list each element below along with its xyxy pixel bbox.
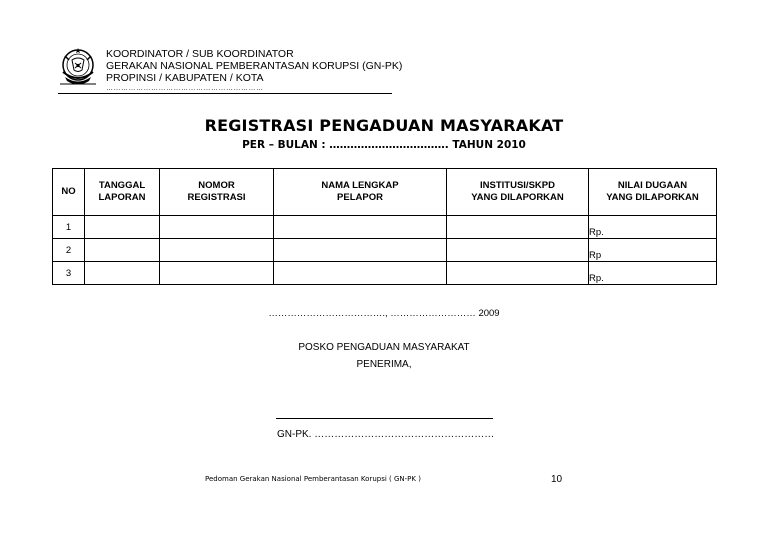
col-header-nomor: NOMOR REGISTRASI [160,169,274,216]
cell-nilai[interactable]: Rp. [589,216,717,239]
cell-nilai[interactable]: Rp. [589,262,717,285]
col-header-tanggal: TANGGAL LAPORAN [85,169,160,216]
cell-nama[interactable] [274,262,447,285]
cell-tanggal[interactable] [85,216,160,239]
table-header-row [53,169,717,216]
row-no: 1 [53,216,85,239]
table-row [53,239,717,262]
page-title: REGISTRASI PENGADUAN MASYARAKAT [204,116,564,135]
penerima-label: PENERIMA, [356,359,412,370]
org-line-3: PROPINSI / KABUPATEN / KOTA [106,72,264,84]
org-line-2: GERAKAN NASIONAL PEMBERANTASAN KORUPSI (GN-PK) [106,60,403,72]
signature-line [276,418,493,419]
cell-institusi[interactable] [447,239,589,262]
page-number: 10 [551,474,563,485]
cell-institusi[interactable] [447,216,589,239]
cell-nomor[interactable] [160,239,274,262]
cell-tanggal[interactable] [85,262,160,285]
col-header-nilai: NILAI DUGAAN YANG DILAPORKAN [589,169,717,216]
table-row [53,216,717,239]
org-line-1: KOORDINATOR / SUB KOORDINATOR [106,48,294,60]
cell-nomor[interactable] [160,216,274,239]
header-divider [58,93,392,94]
date-line: ………………………………., ……………………… 2009 [268,308,500,319]
cell-institusi[interactable] [447,262,589,285]
cell-nilai[interactable]: Rp [589,239,717,262]
row-no: 3 [53,262,85,285]
col-header-nama: NAMA LENGKAP PELAPOR [274,169,447,216]
col-header-no: NO [53,169,85,216]
org-line-4: ……………………………………………………… [106,85,264,92]
table-row [53,262,717,285]
row-no: 2 [53,239,85,262]
gnpk-signature-label: GN-PK. ……………………………………………… [277,429,495,440]
posko-label: POSKO PENGADUAN MASYARAKAT [298,342,470,353]
cell-nama[interactable] [274,239,447,262]
gnpk-emblem-icon [56,44,100,88]
cell-tanggal[interactable] [85,239,160,262]
page-subtitle: PER – BULAN : ……………………………. TAHUN 2010 [242,139,526,151]
footer-text: Pedoman Gerakan Nasional Pemberantasan Korupsi ( GN-PK ) [205,475,421,483]
cell-nama[interactable] [274,216,447,239]
organization-header [106,48,402,93]
cell-nomor[interactable] [160,262,274,285]
col-header-institusi: INSTITUSI/SKPD YANG DILAPORKAN [447,169,589,216]
registration-table [52,168,717,285]
